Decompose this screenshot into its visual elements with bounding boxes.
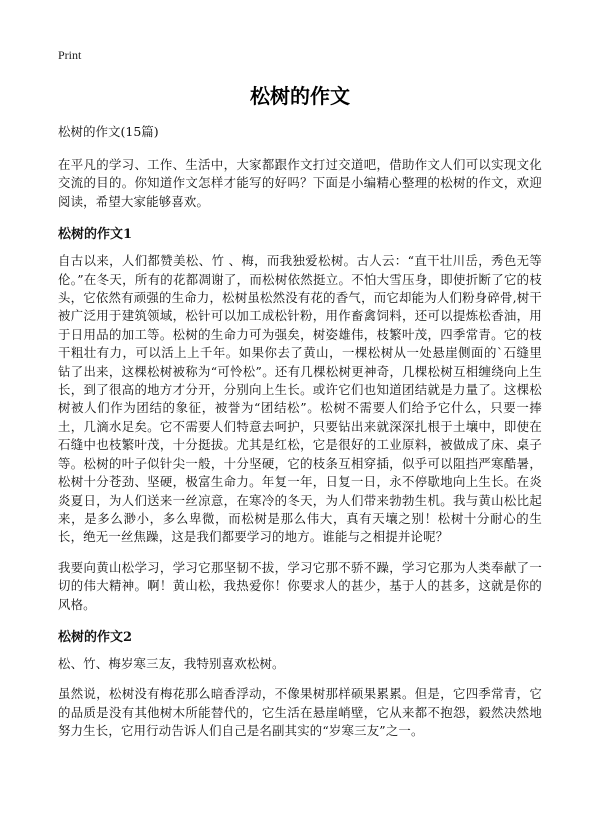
document-subtitle: 松树的作文(15篇): [58, 124, 159, 139]
section-paragraph: 虽然说，松树没有梅花那么暗香浮动，不像果树那样硕果累累。但是，它四季常青，它的品质是没有其他树木所能替代的，它生活在悬崖峭壁，它从来都不抱怨，毅然决然地努力生长，它用行动告诉人们自己是名副其实的“岁寒三友”之一。: [58, 686, 542, 739]
print-link[interactable]: Print: [58, 48, 82, 62]
essay-section-2: [58, 626, 542, 741]
section-paragraph: 松、竹、梅岁寒三友，我特别喜欢松树。: [58, 655, 285, 671]
page-title: 松树的作文: [250, 84, 350, 108]
document-content: [58, 122, 542, 753]
section-paragraph: 我要向黄山松学习，学习它那坚韧不拔，学习它那不骄不躁，学习它那为人类奉献了一切的伟大精神。啊！黄山松，我热爱你！你要求人的甚少，基于人的甚多，这就是你的风格。: [58, 559, 542, 612]
essay-section-1: [58, 223, 542, 614]
section-heading: 松树的作文2: [58, 629, 133, 645]
intro-paragraph: 在平凡的学习、工作、生活中，大家都跟作文打过交道吧，借助作文人们可以实现文化交流的目的。你知道作文怎样才能写的好吗？下面是小编精心整理的松树的作文，欢迎阅读，希望大家能够喜欢。: [58, 157, 542, 209]
section-paragraph: 自古以来，人们都赞美松、竹 、梅，而我独爱松树。古人云：“直干壮川岳，秀色无等伦。”在冬天，所有的花都凋谢了，而松树依然挺立。不怕大雪压身，即使折断了它的枝头，它依然有顽强的生命力，松树虽松然没有花的香气，而它却能为人们粉身碎骨,树干被广泛用于建筑领域，松针可以加工成松针粉，用作畜禽饲料，还可以提炼松香油，用于日用品的加工等。松树的生命力可为强矣，树姿雄伟，枝繁叶茂，四季常青。它的枝干粗壮有力，可以活上上千年。如果你去了黄山，一棵松树从一处悬崖侧面的`石缝里钻了出来，这棵松树被称为“可怜松”。还有几棵松树更神奇，几棵松树互相缠绕向上生长，到了很高的地方才分开，分别向上生长。或许它们也知道团结就是力量了。这棵松树被人们作为团结的象征，被誉为“团结松”。松树不需要人们给予它什么，只要一捧土，几滴水足矣。它不需要人们特意去呵护，只要钻出来就深深扎根于土壤中，即使在石缝中也枝繁叶茂，十分挺拔。尤其是红松，它是很好的工业原料，被做成了床、桌子等。松树的叶子似针尖一般，十分坚硬，它的枝条互相穿插，似乎可以阻挡严寒酷暑，松树十分苍劲、坚硬，极富生命力。年复一年，日复一日，永不停歇地向上生长。在炎炎夏日，为人们送来一丝凉意，在寒冷的冬天，为人们带来勃勃生机。我与黄山松比起来，是多么渺小，多么卑微，而松树是那么伟大，真有天壤之别！松树十分耐心的生长，绝无一丝焦躁，这是我们都要学习的地方。谁能与之相提并论呢？: [58, 253, 542, 545]
section-heading: 松树的作文1: [58, 227, 133, 243]
